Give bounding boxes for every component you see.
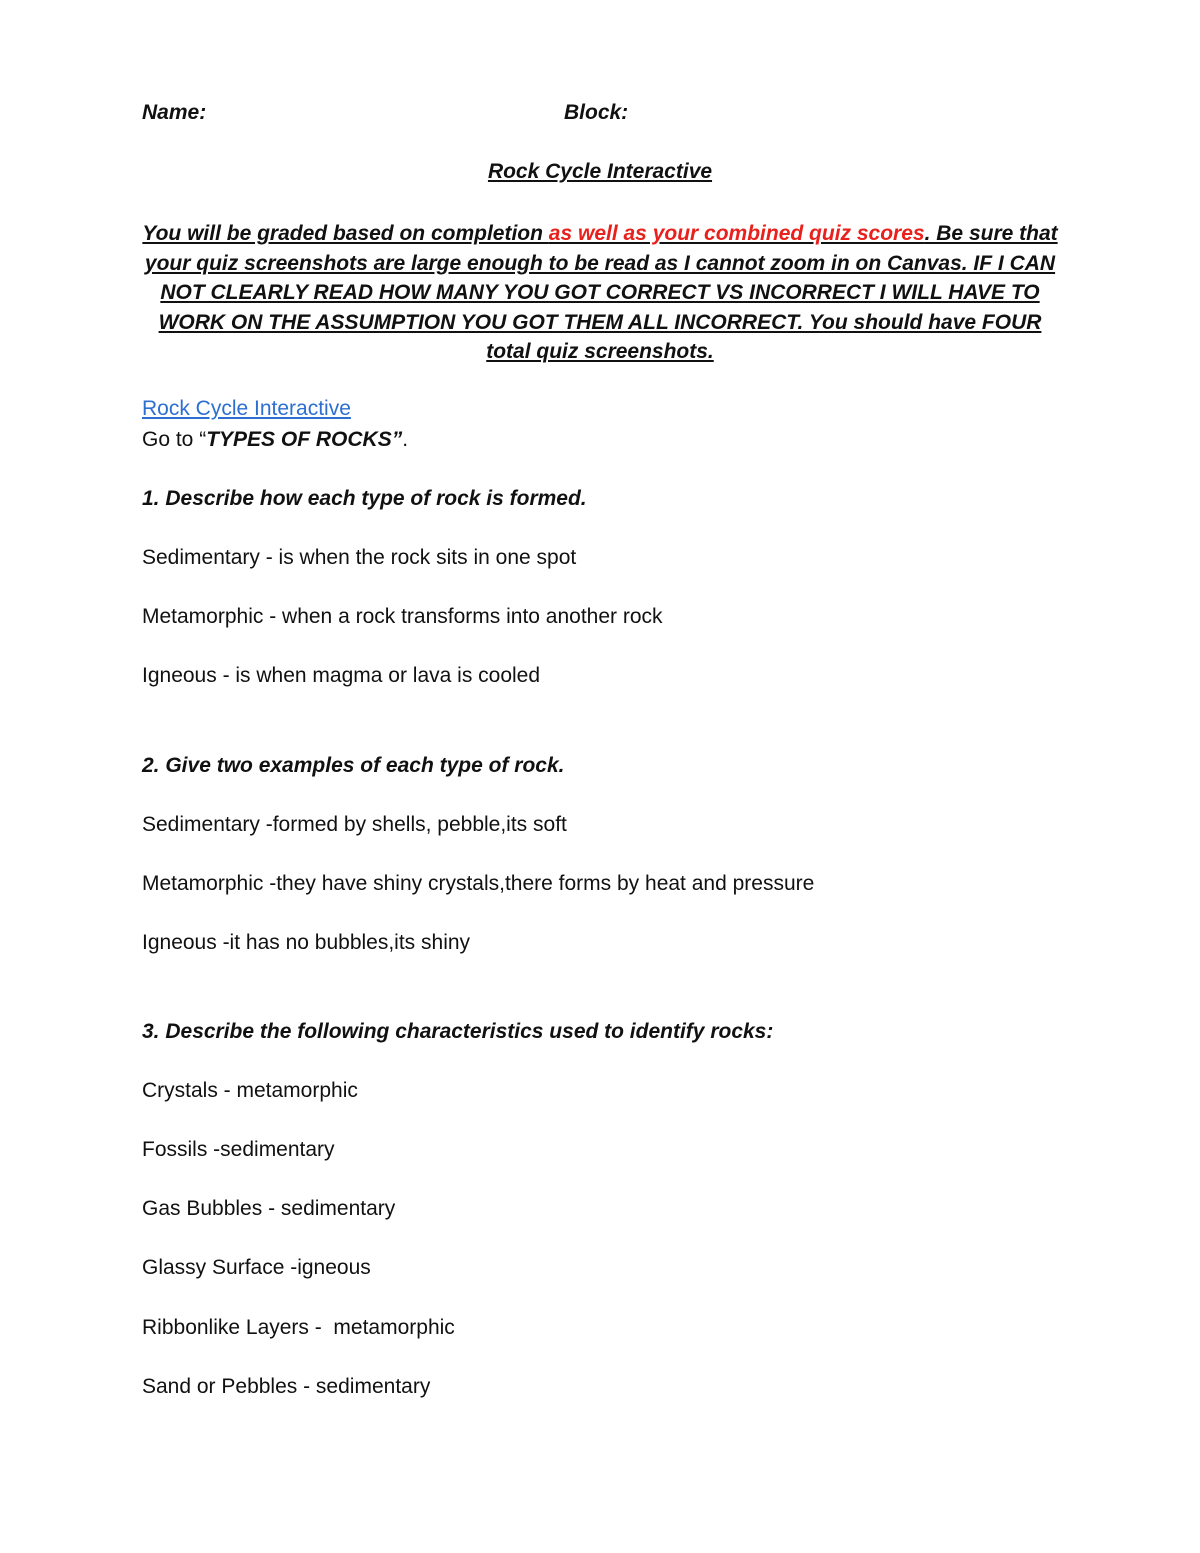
goto-instruction bbox=[142, 428, 408, 452]
answer-2-metamorphic: Metamorphic -they have shiny crystals,there forms by heat and pressure bbox=[142, 872, 815, 895]
grading-instructions bbox=[140, 219, 1060, 367]
document-title: Rock Cycle Interactive bbox=[487, 160, 713, 183]
answer-3-fossils: Fossils -sedimentary bbox=[142, 1138, 335, 1161]
answer-1-metamorphic: Metamorphic - when a rock transforms into another rock bbox=[142, 605, 663, 628]
answer-3-ribbonlike-layers: Ribbonlike Layers - metamorphic bbox=[142, 1316, 455, 1339]
name-label: Name: bbox=[142, 101, 207, 124]
block-label: Block: bbox=[564, 101, 629, 124]
rock-cycle-interactive-link[interactable]: Rock Cycle Interactive bbox=[142, 397, 351, 420]
answer-2-sedimentary: Sedimentary -formed by shells, pebble,its soft bbox=[142, 813, 567, 836]
answer-2-igneous: Igneous -it has no bubbles,its shiny bbox=[142, 931, 471, 954]
instructions-text-end: . Be sure that your quiz screenshots are large enough to be read as I cannot zoom in on Canvas. IF I CAN NOT CLEARLY READ HOW MANY YOU GOT CORRECT VS INCORRECT I WILL HAVE TO WORK ON THE ASSUMPTION YOU GOT THEM ALL INCORRECT. You should have FOUR total quiz screenshots. bbox=[144, 222, 1058, 364]
goto-suffix: . bbox=[402, 428, 409, 451]
answer-3-sand-or-pebbles: Sand or Pebbles - sedimentary bbox=[142, 1375, 431, 1398]
instructions-text-start: You will be graded based on completion bbox=[142, 222, 549, 245]
instructions-highlight: as well as your combined quiz scores bbox=[548, 222, 925, 245]
answer-3-glassy-surface: Glassy Surface -igneous bbox=[142, 1256, 371, 1279]
answer-3-gas-bubbles: Gas Bubbles - sedimentary bbox=[142, 1197, 396, 1220]
answer-1-sedimentary: Sedimentary - is when the rock sits in one spot bbox=[142, 546, 577, 569]
answer-1-igneous: Igneous - is when magma or lava is cooled bbox=[142, 664, 541, 687]
question-3: 3. Describe the following characteristics used to identify rocks: bbox=[142, 1020, 774, 1043]
goto-prefix: Go to “ bbox=[142, 428, 207, 451]
question-1: 1. Describe how each type of rock is formed. bbox=[142, 487, 587, 510]
goto-target: TYPES OF ROCKS” bbox=[206, 428, 403, 451]
question-2: 2. Give two examples of each type of rock. bbox=[142, 754, 565, 777]
answer-3-crystals: Crystals - metamorphic bbox=[142, 1079, 358, 1102]
header-row bbox=[142, 101, 1062, 131]
